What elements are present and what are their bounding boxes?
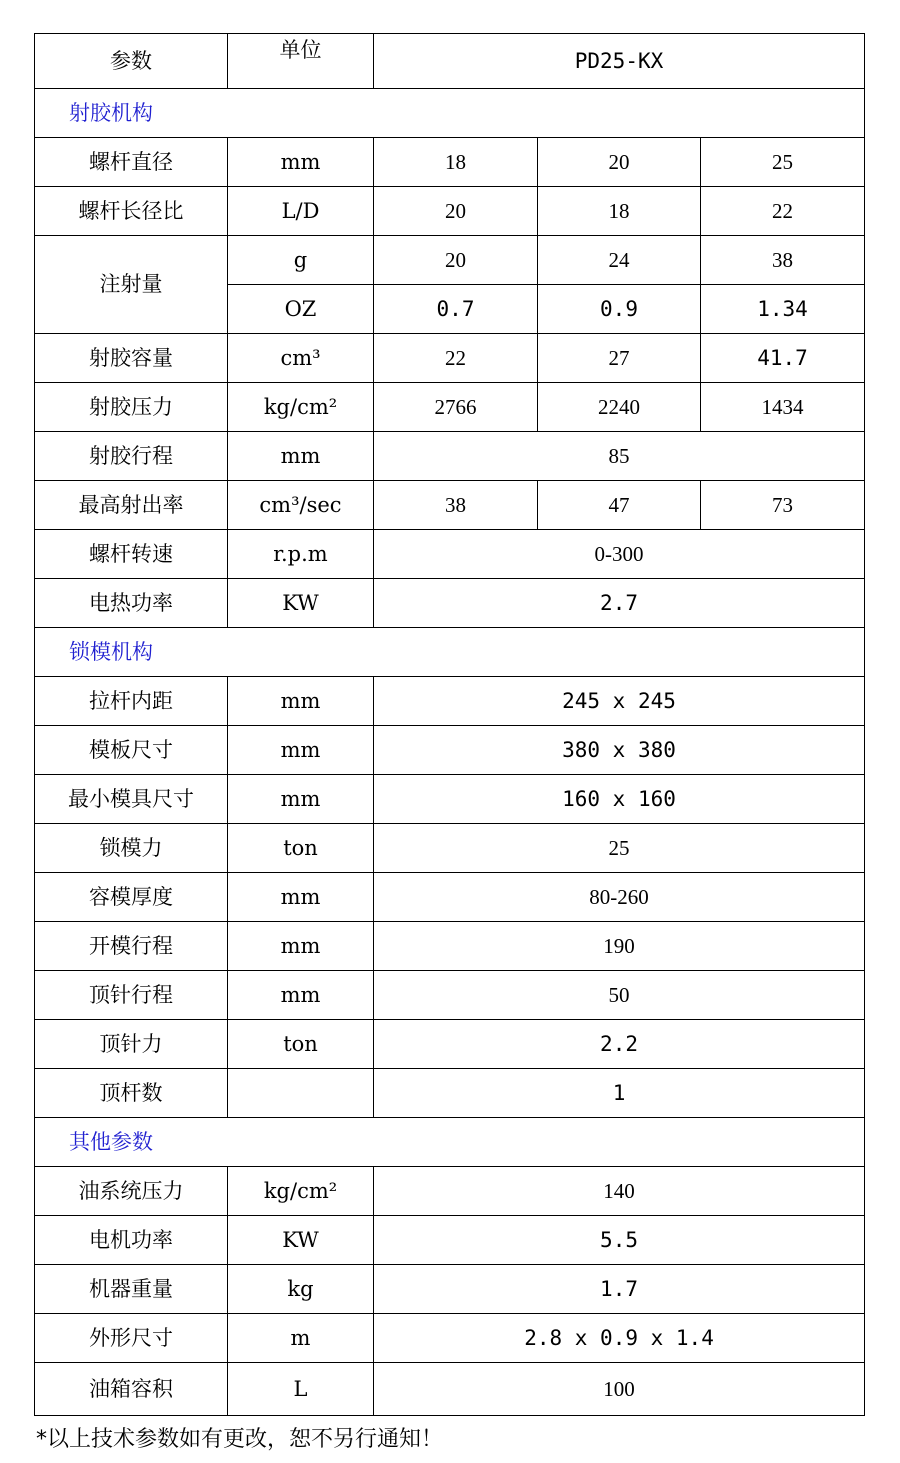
table-row xyxy=(35,138,865,187)
table-row xyxy=(35,677,865,726)
unit-cell: mm xyxy=(228,432,374,481)
unit-cell: mm xyxy=(228,971,374,1020)
unit-cell xyxy=(228,1069,374,1118)
value-cell: 2.7 xyxy=(374,579,865,628)
param-label: 模板尺寸 xyxy=(35,726,228,775)
value-cell: 20 xyxy=(374,236,538,285)
unit-cell: cm³/sec xyxy=(228,481,374,530)
param-label: 射胶行程 xyxy=(35,432,228,481)
param-label: 顶杆数 xyxy=(35,1069,228,1118)
table-row xyxy=(35,775,865,824)
unit-cell: kg/cm² xyxy=(228,1167,374,1216)
value-cell: 24 xyxy=(538,236,701,285)
value-cell: 1.7 xyxy=(374,1265,865,1314)
value-cell: 0.9 xyxy=(538,285,701,334)
unit-cell: L/D xyxy=(228,187,374,236)
param-label: 容模厚度 xyxy=(35,873,228,922)
value-cell: 160 x 160 xyxy=(374,775,865,824)
unit-cell: OZ xyxy=(228,285,374,334)
param-label: 电热功率 xyxy=(35,579,228,628)
value-cell: 80-260 xyxy=(374,873,865,922)
section-clamping: 锁模机构 xyxy=(35,628,865,677)
table-row xyxy=(35,726,865,775)
value-cell: 0-300 xyxy=(374,530,865,579)
param-label: 螺杆转速 xyxy=(35,530,228,579)
value-cell: 2766 xyxy=(374,383,538,432)
table-row xyxy=(35,236,865,285)
value-cell: 1.34 xyxy=(701,285,865,334)
table-row xyxy=(35,334,865,383)
param-label: 油箱容积 xyxy=(35,1363,228,1416)
param-label: 顶针行程 xyxy=(35,971,228,1020)
unit-cell: KW xyxy=(228,579,374,628)
param-label: 锁模力 xyxy=(35,824,228,873)
value-cell: 245 x 245 xyxy=(374,677,865,726)
table-row xyxy=(35,432,865,481)
value-cell: 2240 xyxy=(538,383,701,432)
table-row xyxy=(35,530,865,579)
value-cell: 0.7 xyxy=(374,285,538,334)
table-row xyxy=(35,1265,865,1314)
param-label: 射胶容量 xyxy=(35,334,228,383)
unit-cell: mm xyxy=(228,873,374,922)
value-cell: 1 xyxy=(374,1069,865,1118)
value-cell: 85 xyxy=(374,432,865,481)
section-row xyxy=(35,89,865,138)
table-row xyxy=(35,383,865,432)
value-cell: 50 xyxy=(374,971,865,1020)
value-cell: 2.8 x 0.9 x 1.4 xyxy=(374,1314,865,1363)
table-row xyxy=(35,187,865,236)
table-row xyxy=(35,1363,865,1416)
unit-cell: mm xyxy=(228,922,374,971)
header-row xyxy=(35,34,865,89)
section-other: 其他参数 xyxy=(35,1118,865,1167)
table-row xyxy=(35,1167,865,1216)
param-label: 顶针力 xyxy=(35,1020,228,1069)
section-injection: 射胶机构 xyxy=(35,89,865,138)
value-cell: 2.2 xyxy=(374,1020,865,1069)
table-row xyxy=(35,579,865,628)
param-label: 油系统压力 xyxy=(35,1167,228,1216)
section-row xyxy=(35,628,865,677)
table-row xyxy=(35,1069,865,1118)
unit-cell: mm xyxy=(228,677,374,726)
value-cell: 140 xyxy=(374,1167,865,1216)
value-cell: 38 xyxy=(374,481,538,530)
unit-cell: ton xyxy=(228,824,374,873)
param-label: 螺杆长径比 xyxy=(35,187,228,236)
value-cell: 5.5 xyxy=(374,1216,865,1265)
param-label: 最小模具尺寸 xyxy=(35,775,228,824)
header-model: PD25-KX xyxy=(374,34,865,89)
table-row xyxy=(35,873,865,922)
unit-cell: g xyxy=(228,236,374,285)
unit-cell: L xyxy=(228,1363,374,1416)
value-cell: 25 xyxy=(374,824,865,873)
unit-cell: kg xyxy=(228,1265,374,1314)
param-label: 射胶压力 xyxy=(35,383,228,432)
section-row xyxy=(35,1118,865,1167)
table-row xyxy=(35,971,865,1020)
value-cell: 73 xyxy=(701,481,865,530)
table-row xyxy=(35,1216,865,1265)
value-cell: 41.7 xyxy=(701,334,865,383)
table-row xyxy=(35,1314,865,1363)
value-cell: 38 xyxy=(701,236,865,285)
param-label: 电机功率 xyxy=(35,1216,228,1265)
param-label: 机器重量 xyxy=(35,1265,228,1314)
param-label: 螺杆直径 xyxy=(35,138,228,187)
table-row xyxy=(35,1020,865,1069)
header-unit: 单位 xyxy=(228,34,374,89)
spec-table xyxy=(34,33,865,1416)
value-cell: 190 xyxy=(374,922,865,971)
unit-cell: cm³ xyxy=(228,334,374,383)
unit-cell: ton xyxy=(228,1020,374,1069)
param-label: 开模行程 xyxy=(35,922,228,971)
value-cell: 100 xyxy=(374,1363,865,1416)
unit-cell: mm xyxy=(228,775,374,824)
value-cell: 380 x 380 xyxy=(374,726,865,775)
value-cell: 20 xyxy=(538,138,701,187)
unit-cell: kg/cm² xyxy=(228,383,374,432)
value-cell: 18 xyxy=(538,187,701,236)
value-cell: 47 xyxy=(538,481,701,530)
table-row xyxy=(35,481,865,530)
unit-cell: KW xyxy=(228,1216,374,1265)
value-cell: 1434 xyxy=(701,383,865,432)
value-cell: 22 xyxy=(701,187,865,236)
param-label: 拉杆内距 xyxy=(35,677,228,726)
value-cell: 25 xyxy=(701,138,865,187)
value-cell: 27 xyxy=(538,334,701,383)
value-cell: 20 xyxy=(374,187,538,236)
unit-cell: m xyxy=(228,1314,374,1363)
param-label: 外形尺寸 xyxy=(35,1314,228,1363)
value-cell: 18 xyxy=(374,138,538,187)
unit-cell: mm xyxy=(228,138,374,187)
param-label: 最高射出率 xyxy=(35,481,228,530)
header-param: 参数 xyxy=(35,34,228,89)
unit-cell: mm xyxy=(228,726,374,775)
unit-cell: r.p.m xyxy=(228,530,374,579)
footnote: *以上技术参数如有更改，恕不另行通知！ xyxy=(36,1427,444,1452)
table-row xyxy=(35,922,865,971)
param-label: 注射量 xyxy=(35,236,228,334)
value-cell: 22 xyxy=(374,334,538,383)
table-row xyxy=(35,824,865,873)
